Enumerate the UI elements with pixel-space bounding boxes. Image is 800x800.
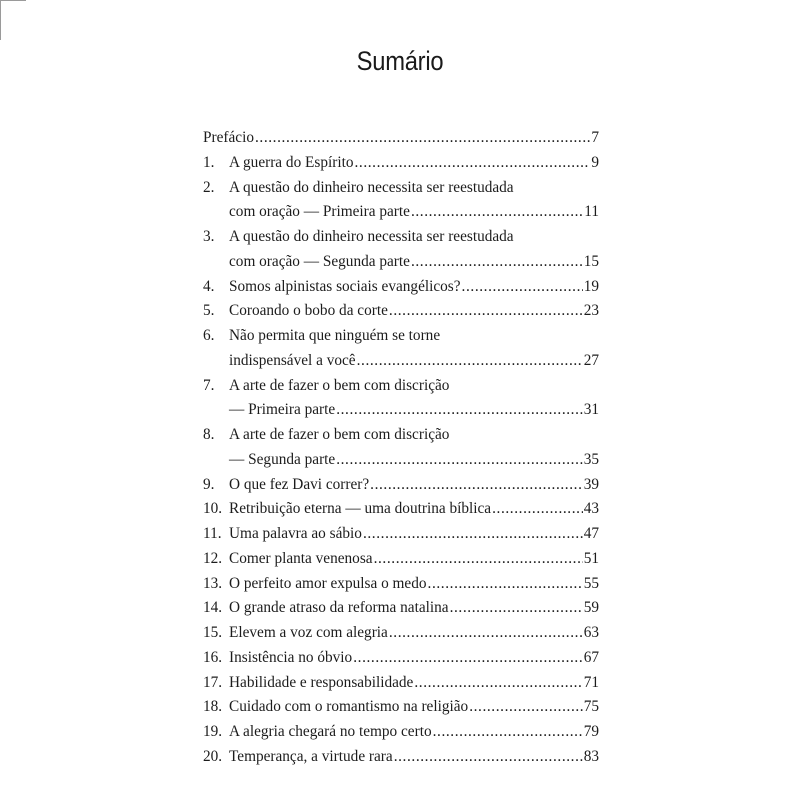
toc-line	[203, 299, 599, 324]
toc-page-number: 59	[583, 599, 599, 617]
toc-page-number: 63	[583, 624, 599, 641]
dot-leader	[389, 299, 583, 324]
toc-entry-number: 12.	[203, 549, 223, 567]
toc-line	[203, 349, 599, 374]
dot-leader	[363, 522, 583, 547]
toc-line	[203, 621, 599, 646]
toc-entry-title: — Primeira parte	[229, 401, 336, 419]
page-title: Sumário	[356, 46, 444, 77]
toc-entry-title: Prefácio	[203, 129, 254, 146]
toc-line	[203, 695, 599, 720]
toc-line	[203, 176, 599, 201]
toc-line	[203, 572, 599, 597]
toc-entry-title: Habilidade e responsabilidade	[229, 673, 414, 691]
dot-leader	[336, 448, 583, 473]
toc-entry-title: Não permita que ninguém se torne	[229, 327, 441, 344]
toc-page-number: 51	[583, 549, 599, 567]
toc-entry-title: A alegria chegará no tempo certo	[229, 723, 432, 740]
toc-page-number: 9	[591, 153, 599, 171]
toc-entry-title: A arte de fazer o bem com discrição	[229, 376, 450, 394]
dot-leader	[255, 126, 590, 151]
dot-leader	[370, 473, 583, 498]
toc-line	[203, 200, 599, 225]
toc-entry[interactable]	[203, 275, 599, 300]
toc-entry-title: O que fez Davi correr?	[229, 475, 370, 493]
toc-entry-title: Comer planta venenosa	[229, 549, 373, 567]
toc-entry-title: Coroando o bobo da corte	[229, 302, 388, 320]
crop-mark-vertical	[0, 0, 1, 40]
toc-page-number: 27	[583, 351, 599, 369]
toc-entry-title: Elevem a voz com alegria	[229, 624, 388, 641]
crop-mark-horizontal	[0, 0, 26, 1]
toc-entry-number: 2.	[203, 178, 215, 196]
toc-entry-number: 18.	[203, 698, 223, 716]
toc-line	[203, 324, 599, 349]
toc-entry[interactable]	[203, 547, 599, 572]
dot-leader	[433, 720, 583, 745]
dot-leader	[354, 151, 590, 176]
toc-entry-title: A guerra do Espírito	[229, 153, 354, 171]
dot-leader	[462, 275, 583, 300]
toc-line	[203, 250, 599, 275]
toc-entry-title: Somos alpinistas sociais evangélicos?	[229, 277, 461, 295]
toc-entry-number: 13.	[203, 574, 223, 592]
toc-entry[interactable]	[203, 596, 599, 621]
dot-leader	[414, 671, 582, 696]
toc-entry-number: 16.	[203, 648, 223, 666]
toc-line	[203, 126, 599, 151]
toc-entry-title: — Segunda parte	[229, 450, 336, 468]
toc-entry-number: 5.	[203, 302, 215, 320]
toc-line	[203, 225, 599, 250]
toc-entry[interactable]	[203, 572, 599, 597]
toc-line	[203, 423, 599, 448]
toc-line	[203, 497, 599, 522]
toc-entry[interactable]	[203, 745, 599, 770]
toc-page-number: 19	[583, 277, 599, 295]
toc-entry-number: 6.	[203, 327, 215, 344]
dot-leader	[469, 695, 583, 720]
toc-line	[203, 745, 599, 770]
dot-leader	[428, 572, 583, 597]
toc-entry-title: O grande atraso da reforma natalina	[229, 599, 449, 617]
toc-line	[203, 646, 599, 671]
toc-page-number: 83	[583, 747, 599, 765]
toc-entry-title: A questão do dinheiro necessita ser reestudada	[229, 228, 514, 245]
dot-leader	[450, 596, 583, 621]
toc-line	[203, 374, 599, 399]
toc-entry-title: Retribuição eterna — uma doutrina bíblica	[229, 500, 492, 518]
toc-entry-title: A questão do dinheiro necessita ser reestudada	[229, 178, 514, 196]
toc-entry-number: 10.	[203, 500, 223, 518]
toc-entry-title: com oração — Segunda parte	[229, 252, 410, 270]
toc-entry[interactable]	[203, 151, 599, 176]
toc-page-number: 31	[583, 401, 599, 419]
toc-entry-number: 7.	[203, 376, 215, 394]
toc-page-number: 43	[583, 500, 599, 518]
dot-leader	[411, 200, 583, 225]
toc-line	[203, 671, 599, 696]
toc-entry-number: 3.	[203, 228, 215, 245]
toc-entry-title: O perfeito amor expulsa o medo	[229, 574, 427, 592]
toc-page-number: 79	[583, 723, 599, 740]
toc-entry[interactable]	[203, 299, 599, 324]
toc-entry[interactable]	[203, 497, 599, 522]
toc-entry-number: 8.	[203, 426, 215, 443]
toc-entry-number: 15.	[203, 624, 223, 641]
toc-page-number: 67	[583, 648, 599, 666]
toc-line	[203, 473, 599, 498]
toc-page-number: 75	[583, 698, 599, 716]
toc-entry-number: 20.	[203, 747, 223, 765]
dot-leader	[389, 621, 583, 646]
toc-entry-number: 11.	[203, 525, 222, 542]
toc-line	[203, 398, 599, 423]
dot-leader	[336, 398, 583, 423]
toc-line	[203, 275, 599, 300]
toc-entry[interactable]	[203, 225, 599, 275]
dot-leader	[374, 547, 583, 572]
toc-entry-number: 14.	[203, 599, 223, 617]
toc-entry[interactable]	[203, 473, 599, 498]
toc-page-number: 11	[584, 203, 599, 221]
toc-entry-number: 19.	[203, 723, 223, 740]
toc-entry[interactable]	[203, 176, 599, 226]
toc-entry[interactable]	[203, 646, 599, 671]
toc-page-number: 47	[583, 525, 599, 542]
toc-entry-preface[interactable]	[203, 126, 599, 151]
toc-entry[interactable]	[203, 720, 599, 745]
toc-entry-number: 9.	[203, 475, 215, 493]
toc-line	[203, 151, 599, 176]
toc-line	[203, 448, 599, 473]
table-of-contents	[203, 126, 599, 770]
dot-leader	[357, 349, 583, 374]
toc-entry-number: 4.	[203, 277, 215, 295]
toc-entry[interactable]	[203, 324, 599, 374]
toc-entry-title: Insistência no óbvio	[229, 648, 353, 666]
toc-entry-number: 1.	[203, 153, 215, 171]
toc-page-number: 39	[583, 475, 599, 493]
toc-entry-number: 17.	[203, 673, 223, 691]
toc-entry-title: A arte de fazer o bem com discrição	[229, 426, 450, 443]
toc-page-number: 71	[583, 673, 599, 691]
toc-entry-title: Temperança, a virtude rara	[229, 747, 393, 765]
toc-line	[203, 522, 599, 547]
toc-line	[203, 596, 599, 621]
dot-leader	[353, 646, 582, 671]
toc-entry[interactable]	[203, 374, 599, 424]
toc-page-number: 7	[591, 129, 599, 146]
dot-leader	[492, 497, 583, 522]
toc-entry-title: Cuidado com o romantismo na religião	[229, 698, 469, 716]
toc-page-number: 23	[583, 302, 599, 320]
toc-entry[interactable]	[203, 621, 599, 646]
toc-page-number: 35	[583, 450, 599, 468]
toc-entry[interactable]	[203, 695, 599, 720]
dot-leader	[394, 745, 583, 770]
toc-entry-title: Uma palavra ao sábio	[229, 525, 362, 542]
dot-leader	[411, 250, 583, 275]
toc-page-number: 15	[583, 252, 599, 270]
toc-line	[203, 720, 599, 745]
toc-entry[interactable]	[203, 522, 599, 547]
toc-entry-title: indispensável a você	[229, 351, 356, 369]
toc-entry[interactable]	[203, 423, 599, 473]
toc-entry-title: com oração — Primeira parte	[229, 203, 410, 221]
toc-line	[203, 547, 599, 572]
toc-entry[interactable]	[203, 671, 599, 696]
toc-page-number: 55	[583, 574, 599, 592]
